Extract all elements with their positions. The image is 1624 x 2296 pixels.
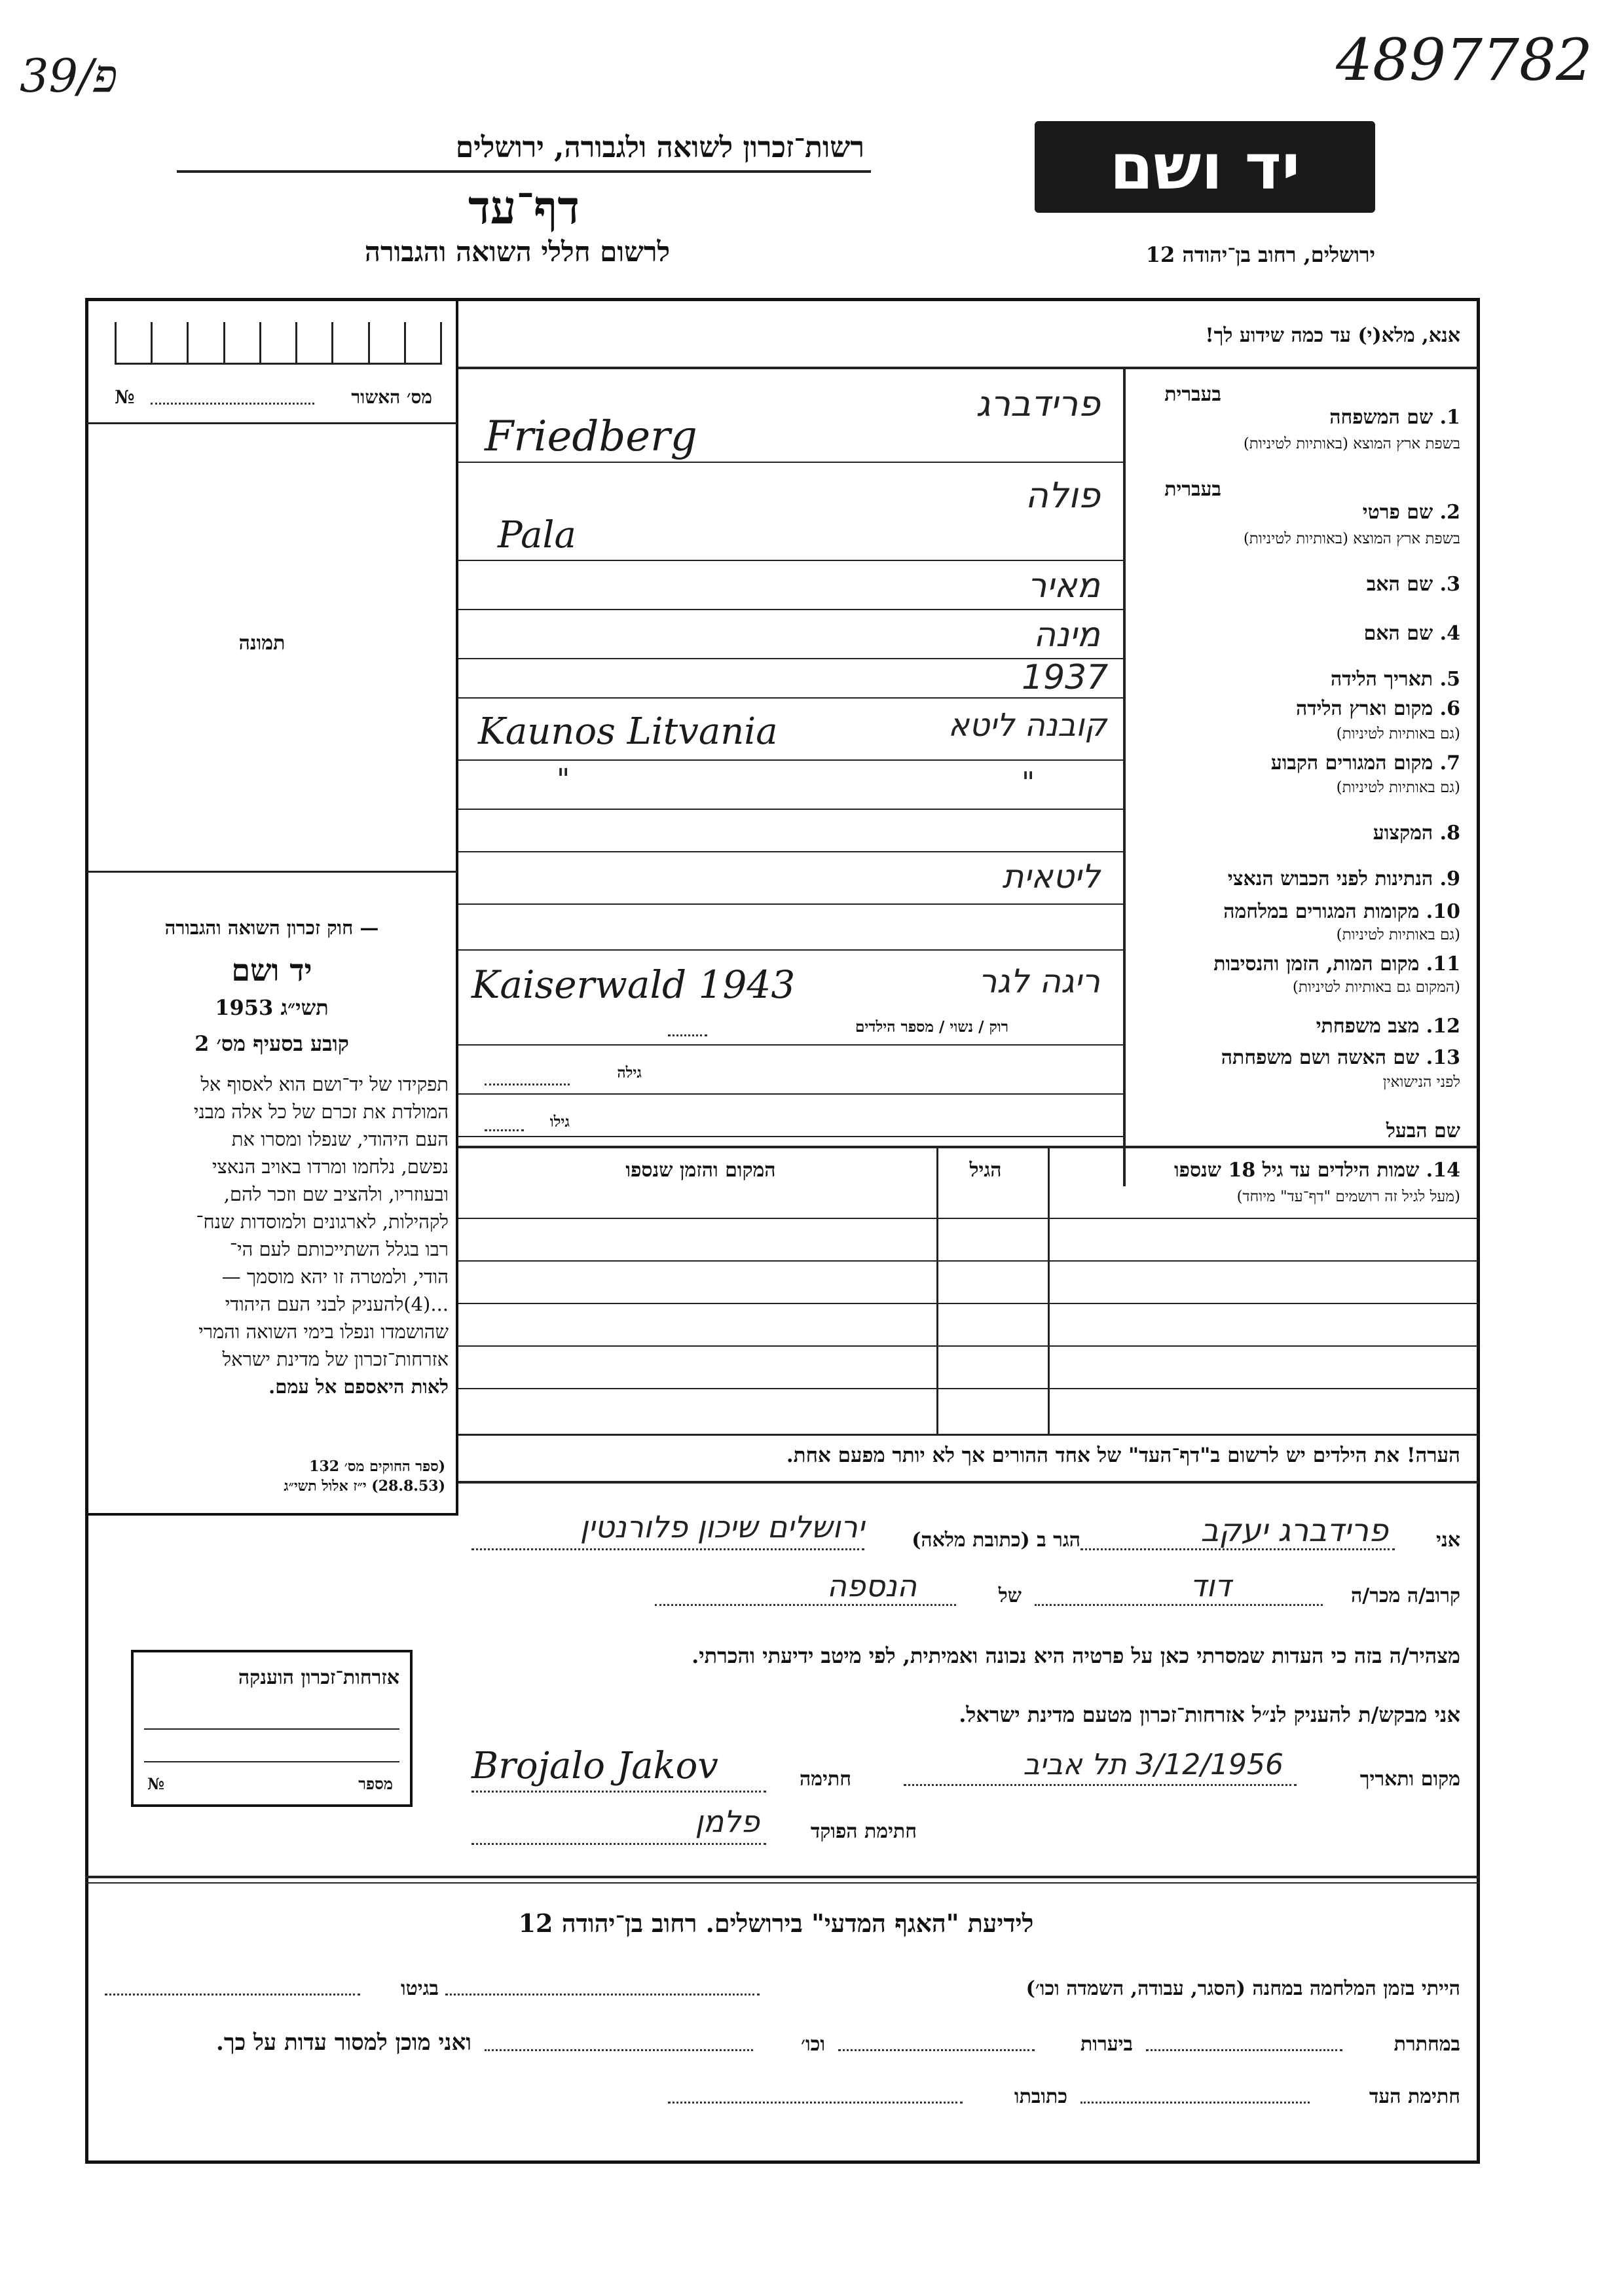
logo-text: יד ושם — [1109, 130, 1301, 204]
forests-label: ביערות — [1080, 2033, 1133, 2056]
husband-label: שם הבעל — [1386, 1120, 1460, 1142]
yad-vashem-logo — [1035, 121, 1375, 213]
field-14-label: 14. שמות הילדים עד גיל 18 שנספו — [1173, 1159, 1460, 1182]
official-signature-label: חתימת הפוקד — [810, 1820, 917, 1843]
citizenship-box-title: אזרחות־זכרון הוענקה — [238, 1666, 399, 1689]
field-7-label: 7. מקום המגורים הקבוע — [1270, 752, 1460, 774]
children-note: הערה! את הילדים יש לרשום ב"דף־העד" של אחד ההורים אך לא יותר מפעם אחת. — [786, 1444, 1460, 1467]
bottom-line-1: הייתי בזמן המלחמה במחנה (הסגר, עבודה, השמדה וכו׳) — [1025, 1977, 1460, 2000]
form-subtitle: לרשום חללי השואה והגבורה — [364, 236, 671, 268]
underground-label: במחתרת — [1393, 2033, 1460, 2056]
nationality[interactable]: ליטאית — [1002, 858, 1100, 896]
field-4-label: 4. שם האם — [1363, 622, 1460, 645]
field-1-sub: בשפת ארץ המוצא (באותיות לטיניות) — [1243, 435, 1460, 452]
ghetto-label: בגיטו — [400, 1977, 439, 2000]
signature-value[interactable]: Brojalo Jakov — [471, 1745, 718, 1787]
father-name[interactable]: מאיר — [1027, 566, 1100, 606]
relation-value[interactable]: דוד — [1190, 1568, 1231, 1603]
field-7-sub: (גם באותיות לטיניות) — [1336, 779, 1460, 796]
field-10-sub: (גם באותיות לטיניות) — [1336, 926, 1460, 943]
field-2-sub: בשפת ארץ המוצא (באותיות לטיניות) — [1243, 530, 1460, 547]
field-2-label: 2. שם פרטי — [1362, 501, 1460, 524]
field-12-label: 12. מצב משפחתי — [1316, 1015, 1460, 1038]
family-name-latin[interactable]: Friedberg — [485, 412, 697, 461]
etc-label: וכו׳ — [801, 2033, 825, 2056]
children-place-header: המקום והזמן שנספו — [625, 1159, 776, 1182]
document-number: 4897782 — [1336, 26, 1593, 94]
law-name: יד ושם — [231, 953, 312, 988]
photo-label: תמונה — [238, 632, 286, 655]
citizenship-mark: № — [147, 1774, 165, 1793]
relation-label: קרוב/ה מכר/ה — [1351, 1584, 1460, 1607]
declarant-address[interactable]: ירושלים שיכון פלורנטין — [580, 1509, 864, 1544]
children-age-header: הגיל — [969, 1159, 1002, 1182]
request-text: אני מבקש/ת להעניק לנ״ל אזרחות־זכרון מטעם מדינת ישראל. — [959, 1702, 1460, 1727]
law-section: קובע בסעיף מס׳ 2 — [194, 1031, 349, 1056]
field-13-label: 13. שם האשה ושם משפחתה — [1221, 1046, 1460, 1069]
address-label: הגר ב (כתובת מלאה) — [912, 1529, 1080, 1552]
instructions: אנא, מלא(י) עד כמה שידוע לך! — [1205, 324, 1460, 347]
mother-name[interactable]: מינה — [1033, 615, 1100, 655]
field-10-label: 10. מקומות המגורים במלחמה — [1223, 900, 1460, 923]
law-reference: (ספר החוקים מס׳ 132 (28.8.53) י״ז אלול תשי״ג — [284, 1458, 445, 1495]
field-5-label: 5. תאריך הלידה — [1331, 668, 1460, 691]
first-name-hebrew[interactable]: פולה — [1025, 475, 1100, 516]
field-11-sub: (המקום גם באותיות לטיניות) — [1292, 979, 1460, 996]
header-address: ירושלים, רחוב בן־יהודה 12 — [1145, 242, 1375, 267]
citizenship-number-label: מספר — [358, 1774, 393, 1793]
law-text: תפקידו של יד־ושם הוא לאסוף אל המולדת את זכרם של כל אלה מבני העם היהודי, שנפלו ומסרו את נפשם, נלחמו ומרדו באויב הנאצי ובעוזריו, ולהציב שם וזכר להם, לקהילות, לארגונים ולמוסדות שנח־ רבו בגלל השתייכותם לעם הי־ הודי, ולמטרה זו יהא מוסמך — ...(4)להעניק לבני העם היהודי שהושמדו ונפלו בימי השואה והמרי אזרחות־זכרון של מדינת ישראל לאות היאספם אל עמם. — [193, 1073, 449, 1398]
field-9-label: 9. הנתינות לפני הכבוש הנאצי — [1227, 867, 1460, 890]
declaration-text: מצהיר/ה בזה כי העדות שמסרתי כאן על פרטיה היא נכונה ואמיתית, לפי מיטב ידיעתי והכרתי. — [692, 1643, 1460, 1668]
field-3-label: 3. שם האב — [1366, 573, 1460, 596]
signature-label: חתימה — [800, 1768, 851, 1791]
field-13-sub: לפני הנישואין — [1382, 1074, 1460, 1091]
ready-to-testify: ואני מוכן למסור עדות על כך. — [216, 2030, 471, 2056]
family-name-hebrew[interactable]: פרידברג — [976, 383, 1100, 424]
approval-mark: № — [115, 386, 135, 408]
death-place-hebrew[interactable]: ריגה לגר — [978, 962, 1100, 1000]
corner-note-left: 39/פ — [20, 49, 118, 103]
authority-name: רשות־זכרון לשואה ולגבורה, ירושלים — [455, 131, 864, 164]
birth-date[interactable]: 1937 — [1022, 658, 1109, 697]
of-value[interactable]: הנספה — [826, 1568, 917, 1603]
field-1-heb-tag: בעברית — [1164, 383, 1221, 406]
field-6-sub: (גם באותיות לטיניות) — [1336, 725, 1460, 742]
witness-address-label: כתובתו — [1014, 2085, 1067, 2108]
field-12-options: רוק / נשוי / מספר הילדים — [855, 1018, 1008, 1036]
residence-hebrew[interactable]: " — [1022, 766, 1035, 799]
death-place-latin[interactable]: Kaiserwald 1943 — [471, 962, 796, 1007]
bottom-title: לידיעת "האגף המדעי" בירושלים. רחוב בן־יהודה 12 — [518, 1908, 1034, 1938]
field-14-sub: (מעל לגיל זה רושמים "דף־עד" מיוחד) — [1236, 1188, 1460, 1205]
wife-age-label: גילה — [617, 1064, 642, 1082]
place-date-value[interactable]: 3/12/1956 תל אביב — [1023, 1748, 1283, 1781]
law-year: תשי״ג 1953 — [215, 995, 329, 1020]
residence-latin[interactable]: " — [557, 763, 570, 796]
first-name-latin[interactable]: Pala — [498, 514, 576, 556]
declarant-label: אני — [1436, 1529, 1460, 1552]
approval-number-boxes — [115, 322, 442, 365]
birthplace-hebrew[interactable]: קובנה ליטא — [948, 707, 1107, 744]
birthplace-latin[interactable]: Kaunos Litvania — [478, 710, 778, 753]
field-8-label: 8. המקצוע — [1373, 822, 1460, 845]
witness-signature-label: חתימת העד — [1369, 2085, 1460, 2108]
declarant-name[interactable]: פרידברג יעקב — [1200, 1512, 1388, 1549]
field-1-label: 1. שם המשפחה — [1329, 406, 1460, 429]
of-label: של — [998, 1584, 1022, 1607]
field-2-heb-tag: בעברית — [1164, 478, 1221, 501]
field-11-label: 11. מקום המות, הזמן והנסיבות — [1213, 953, 1460, 975]
field-6-label: 6. מקום וארץ הלידה — [1295, 697, 1460, 720]
law-title: — חוק זכרון השואה והגבורה — [164, 917, 379, 939]
place-date-label: מקום ותאריך — [1359, 1768, 1460, 1791]
form-title: דף־עד — [468, 180, 580, 234]
official-signature-value[interactable]: פלמן — [695, 1804, 760, 1839]
husband-age-label: גילו — [549, 1113, 570, 1131]
approval-number-label: מס׳ האשור — [351, 386, 432, 408]
